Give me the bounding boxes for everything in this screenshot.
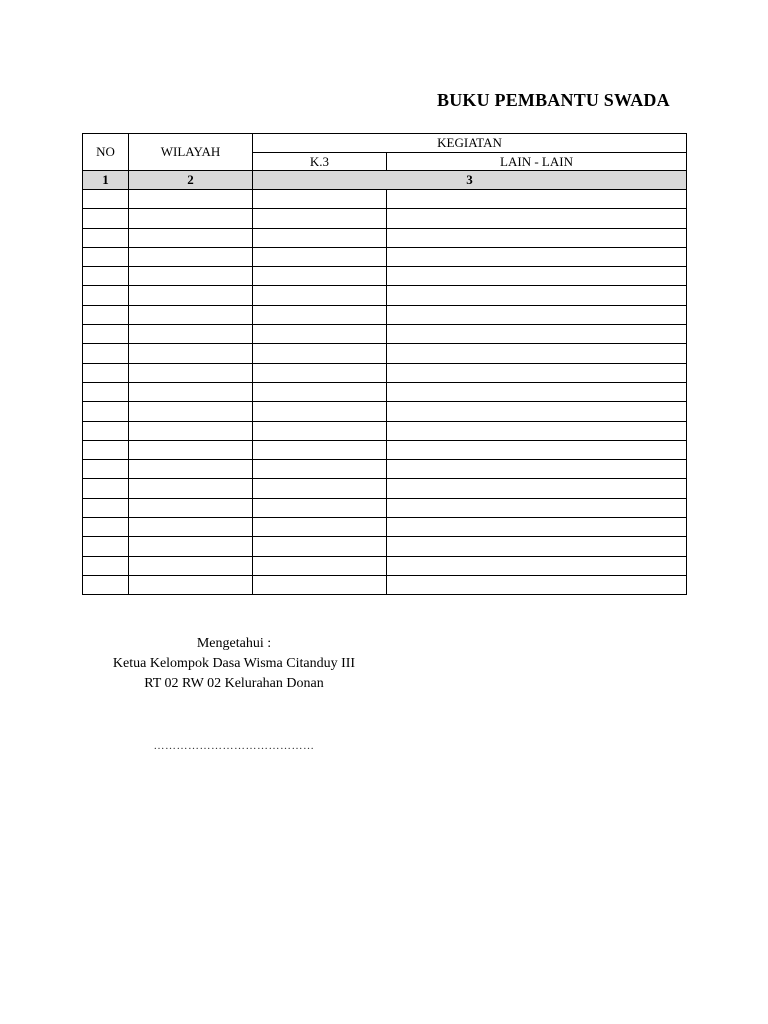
- cell-no: [83, 247, 129, 266]
- cell-no: [83, 575, 129, 594]
- cell-lain-lain: [387, 228, 687, 247]
- cell-no: [83, 344, 129, 363]
- table-body: [83, 190, 687, 595]
- cell-lain-lain: [387, 382, 687, 401]
- cell-wilayah: [129, 421, 253, 440]
- header-lain-lain: LAIN - LAIN: [387, 153, 687, 171]
- cell-k3: [253, 556, 387, 575]
- table-row: [83, 479, 687, 498]
- cell-lain-lain: [387, 498, 687, 517]
- cell-wilayah: [129, 498, 253, 517]
- cell-lain-lain: [387, 440, 687, 459]
- cell-k3: [253, 537, 387, 556]
- cell-no: [83, 537, 129, 556]
- column-number-row: [83, 171, 687, 190]
- cell-no: [83, 267, 129, 286]
- cell-lain-lain: [387, 209, 687, 228]
- signature-line-1: Mengetahui :: [196, 636, 272, 651]
- cell-k3: [253, 440, 387, 459]
- cell-no: [83, 305, 129, 324]
- cell-wilayah: [129, 460, 253, 479]
- cell-no: [83, 440, 129, 459]
- cell-k3: [253, 325, 387, 344]
- table-row: [83, 209, 687, 228]
- cell-wilayah: [129, 402, 253, 421]
- cell-no: [83, 421, 129, 440]
- cell-k3: [253, 305, 387, 324]
- cell-no: [83, 325, 129, 344]
- signature-dots: ……………………………………: [153, 740, 315, 752]
- header-k3: K.3: [253, 153, 387, 171]
- cell-lain-lain: [387, 286, 687, 305]
- column-number-3: 3: [253, 171, 687, 190]
- cell-k3: [253, 209, 387, 228]
- cell-no: [83, 190, 129, 209]
- cell-no: [83, 460, 129, 479]
- table-row: [83, 267, 687, 286]
- cell-lain-lain: [387, 325, 687, 344]
- cell-wilayah: [129, 286, 253, 305]
- table-row: [83, 498, 687, 517]
- cell-lain-lain: [387, 518, 687, 537]
- cell-wilayah: [129, 556, 253, 575]
- table-row: [83, 382, 687, 401]
- cell-k3: [253, 460, 387, 479]
- cell-k3: [253, 267, 387, 286]
- table-row: [83, 190, 687, 209]
- cell-lain-lain: [387, 479, 687, 498]
- cell-lain-lain: [387, 575, 687, 594]
- header-no: NO: [83, 134, 129, 171]
- cell-lain-lain: [387, 556, 687, 575]
- table-row: [83, 440, 687, 459]
- cell-lain-lain: [387, 247, 687, 266]
- cell-no: [83, 286, 129, 305]
- signature-line-2: Ketua Kelompok Dasa Wisma Citanduy III: [112, 656, 356, 671]
- table-row: [83, 286, 687, 305]
- cell-wilayah: [129, 518, 253, 537]
- cell-wilayah: [129, 228, 253, 247]
- cell-no: [83, 209, 129, 228]
- cell-wilayah: [129, 479, 253, 498]
- cell-no: [83, 228, 129, 247]
- cell-lain-lain: [387, 460, 687, 479]
- cell-lain-lain: [387, 421, 687, 440]
- cell-wilayah: [129, 363, 253, 382]
- cell-k3: [253, 518, 387, 537]
- cell-wilayah: [129, 305, 253, 324]
- table-row: [83, 305, 687, 324]
- cell-no: [83, 363, 129, 382]
- table-row: [83, 402, 687, 421]
- cell-lain-lain: [387, 267, 687, 286]
- table-row: [83, 247, 687, 266]
- activity-table: [82, 133, 687, 595]
- signature-line-3: RT 02 RW 02 Kelurahan Donan: [144, 676, 324, 691]
- cell-no: [83, 556, 129, 575]
- cell-wilayah: [129, 190, 253, 209]
- cell-wilayah: [129, 344, 253, 363]
- column-number-1: 1: [83, 171, 129, 190]
- cell-wilayah: [129, 267, 253, 286]
- cell-wilayah: [129, 247, 253, 266]
- table-row: [83, 518, 687, 537]
- cell-lain-lain: [387, 537, 687, 556]
- cell-lain-lain: [387, 305, 687, 324]
- table-row: [83, 575, 687, 594]
- cell-no: [83, 498, 129, 517]
- document-title: BUKU PEMBANTU SWADA: [437, 90, 670, 110]
- table-row: [83, 460, 687, 479]
- cell-k3: [253, 575, 387, 594]
- cell-wilayah: [129, 575, 253, 594]
- title-area: [0, 88, 686, 118]
- table-row: [83, 556, 687, 575]
- cell-k3: [253, 363, 387, 382]
- cell-lain-lain: [387, 402, 687, 421]
- cell-lain-lain: [387, 190, 687, 209]
- cell-no: [83, 402, 129, 421]
- cell-k3: [253, 228, 387, 247]
- cell-k3: [253, 190, 387, 209]
- table-row: [83, 421, 687, 440]
- signature-block: [82, 634, 386, 694]
- cell-no: [83, 382, 129, 401]
- cell-wilayah: [129, 325, 253, 344]
- table-row: [83, 363, 687, 382]
- cell-k3: [253, 382, 387, 401]
- header-wilayah: WILAYAH: [129, 134, 253, 171]
- header-kegiatan: KEGIATAN: [253, 134, 687, 153]
- cell-k3: [253, 421, 387, 440]
- cell-k3: [253, 247, 387, 266]
- cell-lain-lain: [387, 344, 687, 363]
- cell-lain-lain: [387, 363, 687, 382]
- cell-k3: [253, 498, 387, 517]
- column-number-2: 2: [129, 171, 253, 190]
- cell-wilayah: [129, 440, 253, 459]
- cell-k3: [253, 286, 387, 305]
- cell-k3: [253, 402, 387, 421]
- cell-no: [83, 518, 129, 537]
- table-row: [83, 228, 687, 247]
- cell-wilayah: [129, 382, 253, 401]
- cell-k3: [253, 479, 387, 498]
- table-row: [83, 325, 687, 344]
- header-row-1: [83, 134, 687, 153]
- table-row: [83, 344, 687, 363]
- cell-wilayah: [129, 537, 253, 556]
- table-row: [83, 537, 687, 556]
- cell-wilayah: [129, 209, 253, 228]
- cell-no: [83, 479, 129, 498]
- cell-k3: [253, 344, 387, 363]
